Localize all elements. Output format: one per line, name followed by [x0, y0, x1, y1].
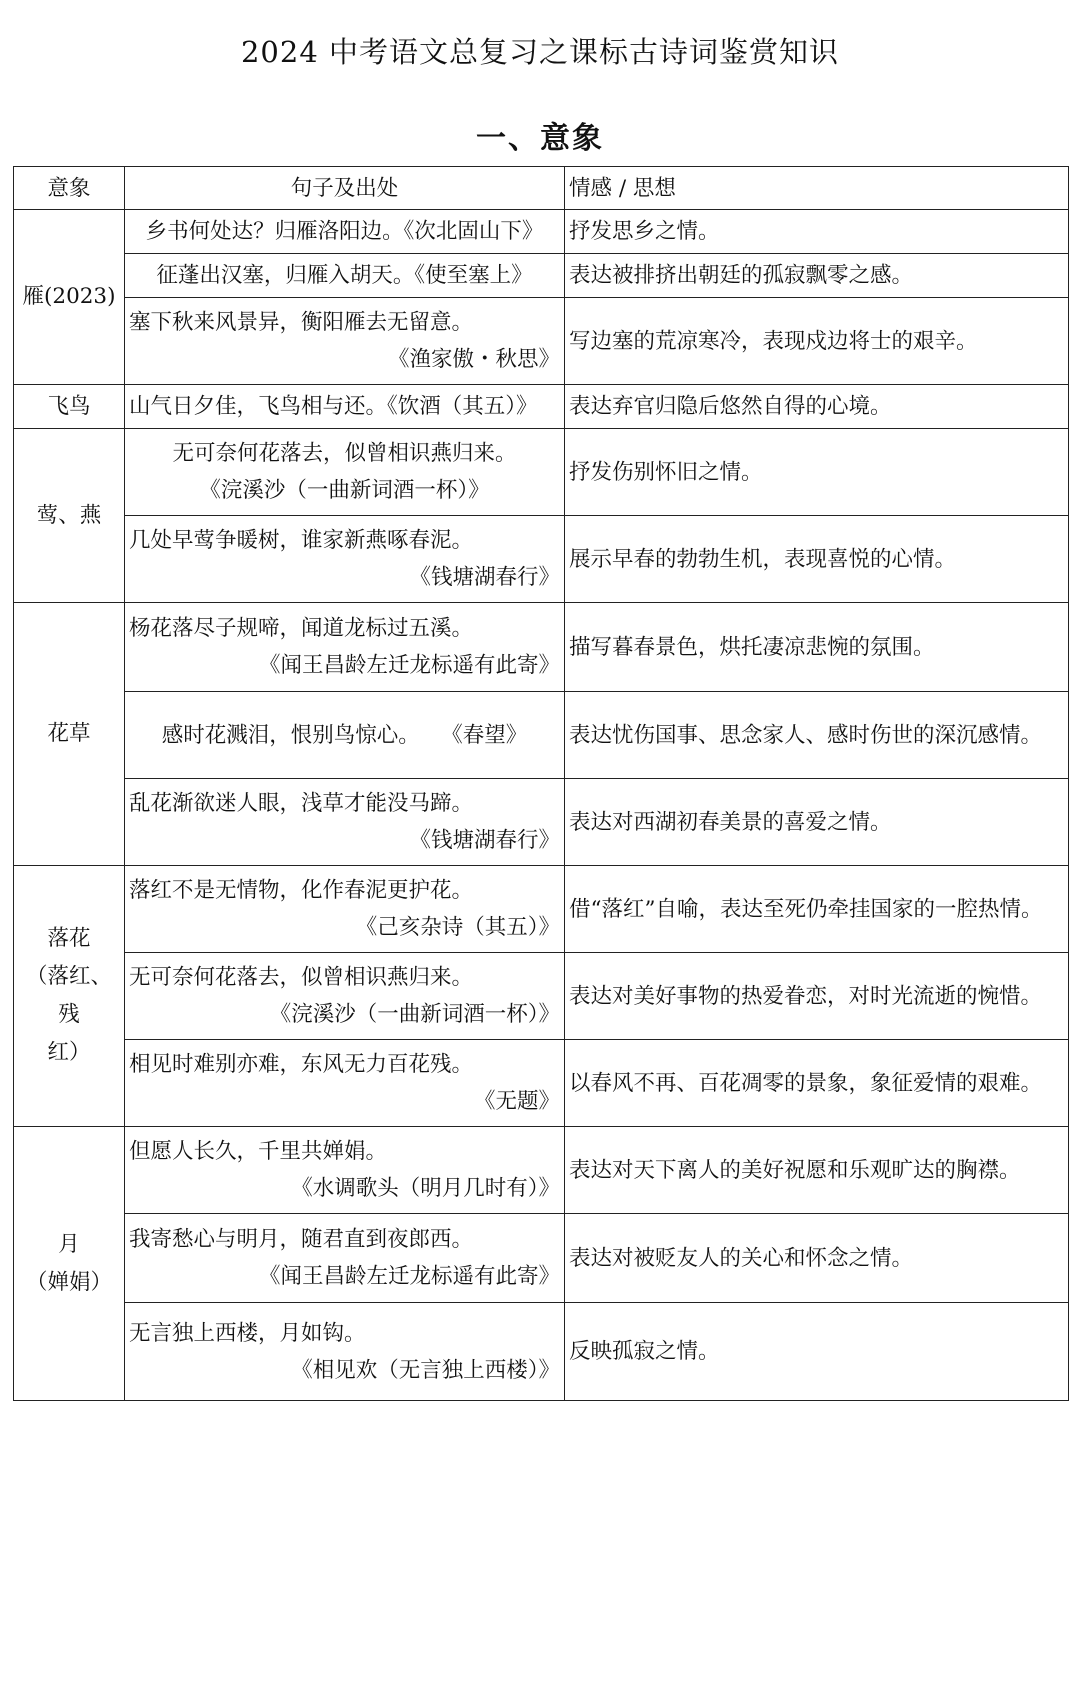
poem-line: 但愿人长久，千里共婵娟。 — [129, 1139, 388, 1164]
table-row — [14, 866, 1069, 953]
poem-line: 征蓬出汉塞，归雁入胡天。《使至塞上》 — [156, 263, 533, 288]
line-cell — [125, 298, 565, 385]
poem-line: 落红不是无情物，化作春泥更护花。 — [129, 878, 474, 903]
imagery-label: 莺、燕 — [36, 502, 102, 528]
poem-line: 无可奈何花落去，似曾相识燕归来。 — [172, 441, 517, 466]
table-row — [14, 1214, 1069, 1303]
poem-source: 《闻王昌龄左迁龙标遥有此寄》 — [258, 653, 560, 678]
poem-source: 《相见欢（无言独上西楼）》 — [291, 1357, 560, 1383]
line-cell — [125, 210, 565, 254]
emotion-cell: 以春风不再、百花凋零的景象，象征爱情的艰难。 — [565, 1040, 1069, 1127]
emotion-cell: 表达忧伤国事、思念家人、感时伤世的深沉感情。 — [565, 692, 1069, 779]
emotion-cell: 展示早春的勃勃生机，表现喜悦的心情。 — [565, 516, 1069, 603]
line-cell — [125, 603, 565, 692]
table-row — [14, 516, 1069, 603]
poem-line: 杨花落尽子规啼，闻道龙标过五溪。 — [129, 616, 474, 641]
poem-line: 我寄愁心与明月，随君直到夜郎西。 — [129, 1227, 474, 1252]
poem-source: 《无题》 — [473, 1089, 560, 1114]
poem-line: 几处早莺争暖树，谁家新燕啄春泥。 — [129, 528, 474, 553]
poem-line: 感时花溅泪，恨别鸟惊心。 《春望》 — [161, 722, 528, 748]
line-cell — [125, 692, 565, 779]
table-row — [14, 429, 1069, 516]
section-heading: 一、意象 — [476, 121, 604, 156]
poem-source: 《己亥杂诗（其五）》 — [355, 915, 560, 940]
imagery-cell — [14, 603, 125, 866]
line-cell — [125, 1214, 565, 1303]
poem-line: 无言独上西楼，月如钩。 — [129, 1320, 366, 1346]
imagery-table — [13, 166, 1069, 1401]
poem-source: 《水调歌头（明月几时有）》 — [291, 1176, 560, 1201]
emotion-cell: 表达被排挤出朝廷的孤寂飘零之感。 — [565, 254, 1069, 298]
line-cell — [125, 429, 565, 516]
imagery-cell — [14, 385, 125, 429]
poem-source: 《渔家傲・秋思》 — [387, 347, 560, 372]
table-row — [14, 779, 1069, 866]
imagery-label-alt: （落红、残 — [25, 964, 112, 1027]
emotion-cell: 表达弃官归隐后悠然自得的心境。 — [565, 385, 1069, 429]
imagery-label: 花草 — [47, 721, 91, 746]
poem-line: 乡书何处达？归雁洛阳边。《次北固山下》 — [145, 219, 544, 244]
header-emotion: 情感 / 思想 — [565, 167, 1069, 210]
line-cell — [125, 254, 565, 298]
imagery-label: 雁(2023) — [22, 284, 116, 309]
imagery-label: 月 — [58, 1231, 80, 1257]
emotion-cell: 表达对美好事物的热爱眷恋，对时光流逝的惋惜。 — [565, 953, 1069, 1040]
imagery-cell — [14, 866, 125, 1127]
line-cell — [125, 1303, 565, 1401]
poem-line: 无可奈何花落去，似曾相识燕归来。 — [129, 965, 474, 990]
emotion-cell: 借“落红”自喻，表达至死仍牵挂国家的一腔热情。 — [565, 866, 1069, 953]
imagery-cell — [14, 429, 125, 603]
table-row — [14, 603, 1069, 692]
header-imagery: 意象 — [14, 167, 125, 210]
imagery-label-alt: （婵娟） — [25, 1269, 112, 1295]
document-title: 2024 中考语文总复习之课标古诗词鉴赏知识 — [240, 35, 840, 69]
table-row — [14, 1303, 1069, 1401]
poem-line: 乱花渐欲迷人眼，浅草才能没马蹄。 — [129, 791, 474, 816]
table-row — [14, 210, 1069, 254]
emotion-cell: 描写暮春景色，烘托凄凉悲惋的氛围。 — [565, 603, 1069, 692]
table-row — [14, 298, 1069, 385]
line-cell — [125, 779, 565, 866]
line-cell — [125, 1127, 565, 1214]
imagery-cell — [14, 210, 125, 385]
poem-line: 山气日夕佳，飞鸟相与还。《饮酒（其五）》 — [129, 394, 538, 419]
emotion-cell: 抒发伤别怀旧之情。 — [565, 429, 1069, 516]
poem-line: 相见时难别亦难，东风无力百花残。 — [129, 1052, 474, 1077]
emotion-cell: 表达对天下离人的美好祝愿和乐观旷达的胸襟。 — [565, 1127, 1069, 1214]
poem-source: 《浣溪沙（一曲新词酒一杯）》 — [269, 1002, 560, 1027]
table-header-row — [14, 167, 1069, 210]
table-row — [14, 692, 1069, 779]
line-cell — [125, 953, 565, 1040]
poem-source: 《钱塘湖春行》 — [409, 565, 560, 590]
emotion-cell: 抒发思乡之情。 — [565, 210, 1069, 254]
table-row — [14, 953, 1069, 1040]
emotion-cell: 写边塞的荒凉寒冷，表现戍边将士的艰辛。 — [565, 298, 1069, 385]
emotion-cell: 反映孤寂之情。 — [565, 1303, 1069, 1401]
table-row — [14, 1127, 1069, 1214]
imagery-label: 飞鸟 — [47, 393, 91, 419]
line-cell — [125, 385, 565, 429]
line-cell — [125, 1040, 565, 1127]
header-line-source: 句子及出处 — [125, 167, 565, 210]
emotion-cell: 表达对西湖初春美景的喜爱之情。 — [565, 779, 1069, 866]
poem-source: 《闻王昌龄左迁龙标遥有此寄》 — [258, 1264, 560, 1289]
imagery-cell — [14, 1127, 125, 1401]
emotion-cell: 表达对被贬友人的关心和怀念之情。 — [565, 1214, 1069, 1303]
table-row — [14, 1040, 1069, 1127]
poem-source: 《钱塘湖春行》 — [409, 828, 560, 853]
imagery-label-alt: 红） — [47, 1040, 91, 1065]
table-row — [14, 385, 1069, 429]
line-cell — [125, 516, 565, 603]
poem-source: 《浣溪沙（一曲新词酒一杯）》 — [199, 478, 490, 503]
imagery-label: 落花 — [47, 926, 91, 951]
poem-line: 塞下秋来风景异，衡阳雁去无留意。 — [129, 310, 474, 335]
line-cell — [125, 866, 565, 953]
table-row — [14, 254, 1069, 298]
